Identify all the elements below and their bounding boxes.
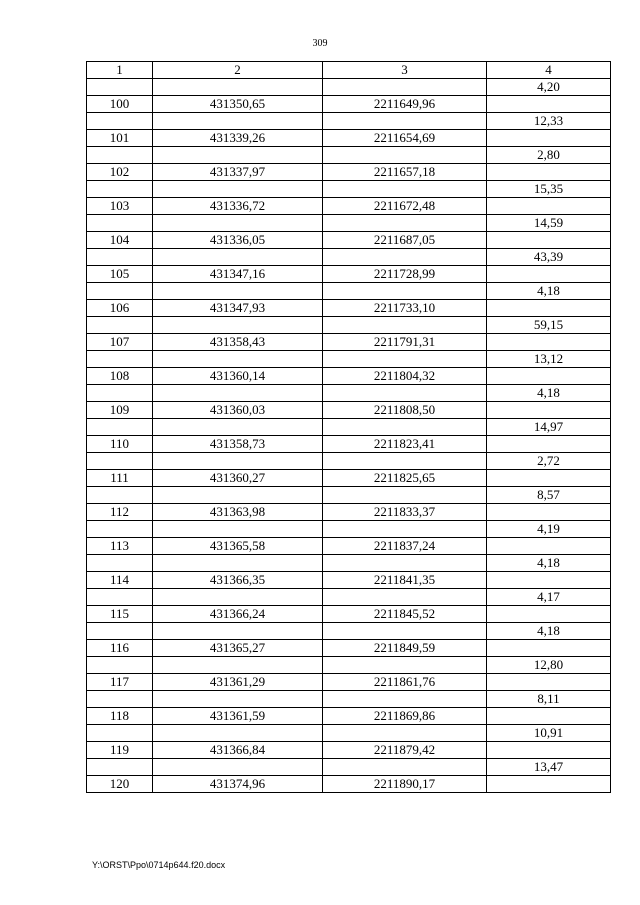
empty-cell [323,623,487,640]
empty-cell [487,436,611,453]
coordinates-table [86,61,611,793]
distance-cell: 12,33 [487,113,611,130]
distance-cell: 4,18 [487,623,611,640]
distance-row [87,113,611,130]
distance-cell: 8,11 [487,691,611,708]
y-coordinate-cell: 2211879,42 [323,742,487,759]
distance-cell: 4,18 [487,283,611,300]
y-coordinate-cell: 2211649,96 [323,96,487,113]
y-coordinate-cell: 2211825,65 [323,470,487,487]
empty-cell [87,147,153,164]
header-col-1: 1 [87,62,153,79]
empty-cell [153,147,323,164]
empty-cell [323,385,487,402]
y-coordinate-cell: 2211791,31 [323,334,487,351]
empty-cell [153,351,323,368]
point-row [87,742,611,759]
distance-row [87,181,611,198]
empty-cell [153,487,323,504]
point-number-cell: 108 [87,368,153,385]
distance-row [87,317,611,334]
empty-cell [87,691,153,708]
empty-cell [87,725,153,742]
distance-cell: 13,47 [487,759,611,776]
empty-cell [153,657,323,674]
point-number-cell: 116 [87,640,153,657]
y-coordinate-cell: 2211833,37 [323,504,487,521]
point-row [87,232,611,249]
x-coordinate-cell: 431358,73 [153,436,323,453]
point-number-cell: 115 [87,606,153,623]
empty-cell [323,453,487,470]
distance-cell: 15,35 [487,181,611,198]
x-coordinate-cell: 431337,97 [153,164,323,181]
empty-cell [487,402,611,419]
x-coordinate-cell: 431336,72 [153,198,323,215]
y-coordinate-cell: 2211804,32 [323,368,487,385]
distance-cell: 4,18 [487,555,611,572]
empty-cell [87,249,153,266]
point-number-cell: 106 [87,300,153,317]
point-row [87,198,611,215]
y-coordinate-cell: 2211869,86 [323,708,487,725]
empty-cell [487,504,611,521]
point-number-cell: 113 [87,538,153,555]
point-number-cell: 101 [87,130,153,147]
point-row [87,674,611,691]
empty-cell [153,453,323,470]
empty-cell [487,96,611,113]
empty-cell [323,657,487,674]
empty-cell [153,249,323,266]
distance-cell: 4,19 [487,521,611,538]
x-coordinate-cell: 431365,58 [153,538,323,555]
empty-cell [323,215,487,232]
point-row [87,606,611,623]
point-number-cell: 103 [87,198,153,215]
empty-cell [323,113,487,130]
empty-cell [87,759,153,776]
distance-row [87,521,611,538]
empty-cell [323,351,487,368]
empty-cell [87,487,153,504]
empty-cell [153,759,323,776]
y-coordinate-cell: 2211845,52 [323,606,487,623]
empty-cell [323,589,487,606]
empty-cell [87,555,153,572]
empty-cell [323,487,487,504]
point-row [87,776,611,793]
x-coordinate-cell: 431360,14 [153,368,323,385]
point-number-cell: 107 [87,334,153,351]
empty-cell [487,640,611,657]
point-number-cell: 104 [87,232,153,249]
x-coordinate-cell: 431361,29 [153,674,323,691]
x-coordinate-cell: 431363,98 [153,504,323,521]
point-row [87,504,611,521]
point-row [87,368,611,385]
footer-file-path: Y:\ORST\Ppo\0714p644.f20.docx [92,860,226,870]
y-coordinate-cell: 2211733,10 [323,300,487,317]
empty-cell [487,130,611,147]
empty-cell [87,113,153,130]
empty-cell [153,283,323,300]
empty-cell [153,317,323,334]
y-coordinate-cell: 2211890,17 [323,776,487,793]
empty-cell [153,113,323,130]
x-coordinate-cell: 431347,93 [153,300,323,317]
distance-row [87,215,611,232]
point-row [87,572,611,589]
empty-cell [487,368,611,385]
y-coordinate-cell: 2211837,24 [323,538,487,555]
point-number-cell: 117 [87,674,153,691]
table-body [87,79,611,793]
empty-cell [323,317,487,334]
distance-row [87,419,611,436]
distance-cell: 2,80 [487,147,611,164]
distance-cell: 8,57 [487,487,611,504]
empty-cell [487,538,611,555]
distance-row [87,759,611,776]
point-row [87,96,611,113]
empty-cell [323,691,487,708]
empty-cell [487,742,611,759]
point-number-cell: 102 [87,164,153,181]
distance-row [87,147,611,164]
empty-cell [153,691,323,708]
point-number-cell: 109 [87,402,153,419]
x-coordinate-cell: 431350,65 [153,96,323,113]
y-coordinate-cell: 2211672,48 [323,198,487,215]
empty-cell [153,419,323,436]
y-coordinate-cell: 2211657,18 [323,164,487,181]
header-col-4: 4 [487,62,611,79]
empty-cell [487,470,611,487]
distance-row [87,623,611,640]
distance-cell: 4,20 [487,79,611,96]
distance-row [87,555,611,572]
distance-cell: 2,72 [487,453,611,470]
point-number-cell: 119 [87,742,153,759]
point-row [87,436,611,453]
empty-cell [87,317,153,334]
distance-cell: 13,12 [487,351,611,368]
empty-cell [87,215,153,232]
distance-cell: 59,15 [487,317,611,334]
distance-row [87,453,611,470]
empty-cell [153,623,323,640]
point-number-cell: 100 [87,96,153,113]
x-coordinate-cell: 431358,43 [153,334,323,351]
table-header-row [87,62,611,79]
x-coordinate-cell: 431366,24 [153,606,323,623]
point-row [87,130,611,147]
empty-cell [487,232,611,249]
x-coordinate-cell: 431366,35 [153,572,323,589]
empty-cell [87,79,153,96]
point-row [87,402,611,419]
empty-cell [323,249,487,266]
x-coordinate-cell: 431339,26 [153,130,323,147]
x-coordinate-cell: 431365,27 [153,640,323,657]
empty-cell [487,334,611,351]
empty-cell [153,385,323,402]
point-number-cell: 112 [87,504,153,521]
point-number-cell: 120 [87,776,153,793]
empty-cell [87,419,153,436]
empty-cell [323,725,487,742]
distance-row [87,249,611,266]
distance-cell: 43,39 [487,249,611,266]
point-row [87,538,611,555]
empty-cell [153,79,323,96]
empty-cell [323,79,487,96]
empty-cell [323,419,487,436]
empty-cell [487,300,611,317]
distance-row [87,79,611,96]
empty-cell [153,181,323,198]
x-coordinate-cell: 431360,27 [153,470,323,487]
point-row [87,164,611,181]
x-coordinate-cell: 431336,05 [153,232,323,249]
empty-cell [87,623,153,640]
distance-row [87,657,611,674]
point-number-cell: 114 [87,572,153,589]
y-coordinate-cell: 2211654,69 [323,130,487,147]
empty-cell [487,572,611,589]
header-col-3: 3 [323,62,487,79]
empty-cell [323,283,487,300]
distance-cell: 10,91 [487,725,611,742]
y-coordinate-cell: 2211808,50 [323,402,487,419]
empty-cell [487,164,611,181]
point-number-cell: 111 [87,470,153,487]
empty-cell [87,453,153,470]
empty-cell [87,385,153,402]
y-coordinate-cell: 2211861,76 [323,674,487,691]
point-row [87,266,611,283]
y-coordinate-cell: 2211841,35 [323,572,487,589]
distance-row [87,487,611,504]
empty-cell [87,657,153,674]
point-number-cell: 105 [87,266,153,283]
x-coordinate-cell: 431360,03 [153,402,323,419]
distance-row [87,351,611,368]
y-coordinate-cell: 2211823,41 [323,436,487,453]
distance-cell: 14,97 [487,419,611,436]
distance-cell: 4,18 [487,385,611,402]
x-coordinate-cell: 431366,84 [153,742,323,759]
empty-cell [87,589,153,606]
empty-cell [153,521,323,538]
point-row [87,300,611,317]
empty-cell [323,521,487,538]
distance-row [87,589,611,606]
empty-cell [87,283,153,300]
distance-cell: 14,59 [487,215,611,232]
point-row [87,640,611,657]
distance-cell: 4,17 [487,589,611,606]
empty-cell [487,674,611,691]
point-number-cell: 118 [87,708,153,725]
empty-cell [87,521,153,538]
page-number: 309 [312,38,328,49]
empty-cell [323,181,487,198]
x-coordinate-cell: 431347,16 [153,266,323,283]
distance-row [87,725,611,742]
distance-row [87,283,611,300]
empty-cell [87,181,153,198]
point-row [87,708,611,725]
distance-cell: 12,80 [487,657,611,674]
empty-cell [153,589,323,606]
point-row [87,334,611,351]
empty-cell [323,555,487,572]
empty-cell [323,759,487,776]
empty-cell [323,147,487,164]
header-col-2: 2 [153,62,323,79]
empty-cell [487,606,611,623]
distance-row [87,385,611,402]
y-coordinate-cell: 2211728,99 [323,266,487,283]
empty-cell [487,198,611,215]
y-coordinate-cell: 2211849,59 [323,640,487,657]
distance-row [87,691,611,708]
empty-cell [87,351,153,368]
y-coordinate-cell: 2211687,05 [323,232,487,249]
empty-cell [487,266,611,283]
point-row [87,470,611,487]
empty-cell [487,776,611,793]
x-coordinate-cell: 431361,59 [153,708,323,725]
x-coordinate-cell: 431374,96 [153,776,323,793]
empty-cell [487,708,611,725]
empty-cell [153,215,323,232]
empty-cell [153,555,323,572]
empty-cell [153,725,323,742]
point-number-cell: 110 [87,436,153,453]
